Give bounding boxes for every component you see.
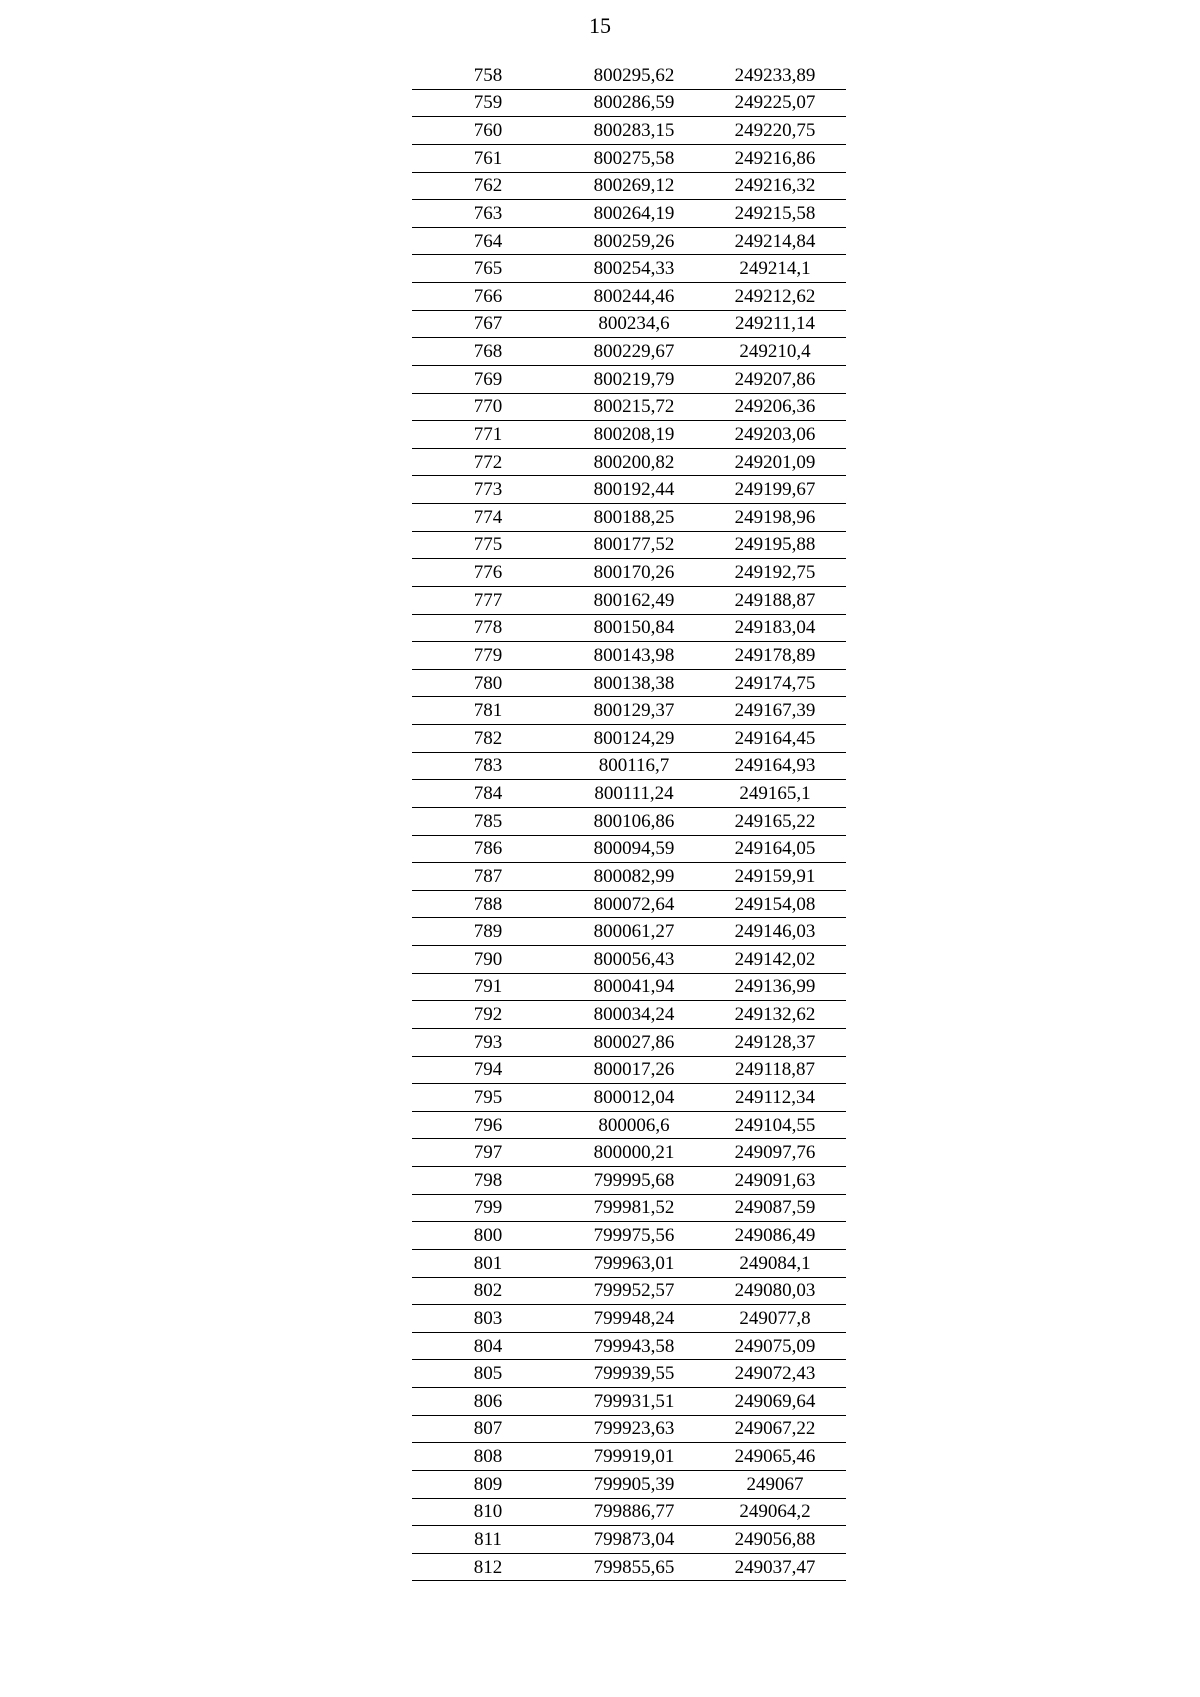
- x-coordinate-cell: 799995,68: [564, 1167, 704, 1195]
- table-row: [412, 1443, 846, 1471]
- point-number-cell: 765: [412, 255, 564, 283]
- point-number-cell: 789: [412, 918, 564, 946]
- table-row: [412, 1111, 846, 1139]
- point-number-cell: 762: [412, 172, 564, 200]
- coordinates-table: [412, 62, 846, 1581]
- y-coordinate-cell: 249146,03: [704, 918, 846, 946]
- x-coordinate-cell: 799981,52: [564, 1194, 704, 1222]
- point-number-cell: 797: [412, 1139, 564, 1167]
- point-number-cell: 802: [412, 1277, 564, 1305]
- table-row: [412, 1553, 846, 1581]
- x-coordinate-cell: 800269,12: [564, 172, 704, 200]
- x-coordinate-cell: 800177,52: [564, 531, 704, 559]
- table-row: [412, 365, 846, 393]
- point-number-cell: 773: [412, 476, 564, 504]
- y-coordinate-cell: 249159,91: [704, 863, 846, 891]
- y-coordinate-cell: 249206,36: [704, 393, 846, 421]
- y-coordinate-cell: 249064,2: [704, 1498, 846, 1526]
- table-row: [412, 1470, 846, 1498]
- table-row: [412, 697, 846, 725]
- table-row: [412, 780, 846, 808]
- table-row: [412, 1526, 846, 1554]
- table-row: [412, 62, 846, 89]
- point-number-cell: 769: [412, 365, 564, 393]
- x-coordinate-cell: 799873,04: [564, 1526, 704, 1554]
- table-row: [412, 973, 846, 1001]
- table-row: [412, 1194, 846, 1222]
- point-number-cell: 760: [412, 117, 564, 145]
- y-coordinate-cell: 249214,84: [704, 227, 846, 255]
- table-row: [412, 559, 846, 587]
- x-coordinate-cell: 800072,64: [564, 890, 704, 918]
- x-coordinate-cell: 800259,26: [564, 227, 704, 255]
- point-number-cell: 767: [412, 310, 564, 338]
- point-number-cell: 759: [412, 89, 564, 117]
- x-coordinate-cell: 799919,01: [564, 1443, 704, 1471]
- x-coordinate-cell: 800000,21: [564, 1139, 704, 1167]
- x-coordinate-cell: 800234,6: [564, 310, 704, 338]
- x-coordinate-cell: 800215,72: [564, 393, 704, 421]
- x-coordinate-cell: 799886,77: [564, 1498, 704, 1526]
- x-coordinate-cell: 800192,44: [564, 476, 704, 504]
- table-row: [412, 255, 846, 283]
- y-coordinate-cell: 249056,88: [704, 1526, 846, 1554]
- table-row: [412, 1305, 846, 1333]
- point-number-cell: 796: [412, 1111, 564, 1139]
- y-coordinate-cell: 249167,39: [704, 697, 846, 725]
- table-row: [412, 890, 846, 918]
- table-row: [412, 117, 846, 145]
- x-coordinate-cell: 800219,79: [564, 365, 704, 393]
- point-number-cell: 780: [412, 669, 564, 697]
- x-coordinate-cell: 799952,57: [564, 1277, 704, 1305]
- y-coordinate-cell: 249174,75: [704, 669, 846, 697]
- x-coordinate-cell: 800150,84: [564, 614, 704, 642]
- table-row: [412, 172, 846, 200]
- point-number-cell: 778: [412, 614, 564, 642]
- y-coordinate-cell: 249195,88: [704, 531, 846, 559]
- y-coordinate-cell: 249216,32: [704, 172, 846, 200]
- y-coordinate-cell: 249104,55: [704, 1111, 846, 1139]
- table-row: [412, 1084, 846, 1112]
- table-row: [412, 1360, 846, 1388]
- y-coordinate-cell: 249037,47: [704, 1553, 846, 1581]
- y-coordinate-cell: 249067,22: [704, 1415, 846, 1443]
- y-coordinate-cell: 249084,1: [704, 1249, 846, 1277]
- x-coordinate-cell: 800254,33: [564, 255, 704, 283]
- x-coordinate-cell: 800264,19: [564, 200, 704, 228]
- x-coordinate-cell: 800027,86: [564, 1028, 704, 1056]
- x-coordinate-cell: 800017,26: [564, 1056, 704, 1084]
- y-coordinate-cell: 249132,62: [704, 1001, 846, 1029]
- y-coordinate-cell: 249072,43: [704, 1360, 846, 1388]
- point-number-cell: 807: [412, 1415, 564, 1443]
- y-coordinate-cell: 249178,89: [704, 642, 846, 670]
- x-coordinate-cell: 800143,98: [564, 642, 704, 670]
- table-row: [412, 1167, 846, 1195]
- point-number-cell: 781: [412, 697, 564, 725]
- x-coordinate-cell: 800082,99: [564, 863, 704, 891]
- y-coordinate-cell: 249216,86: [704, 144, 846, 172]
- y-coordinate-cell: 249203,06: [704, 421, 846, 449]
- y-coordinate-cell: 249164,93: [704, 752, 846, 780]
- x-coordinate-cell: 800170,26: [564, 559, 704, 587]
- point-number-cell: 787: [412, 863, 564, 891]
- x-coordinate-cell: 800111,24: [564, 780, 704, 808]
- x-coordinate-cell: 800208,19: [564, 421, 704, 449]
- table-row: [412, 1415, 846, 1443]
- table-row: [412, 421, 846, 449]
- y-coordinate-cell: 249164,05: [704, 835, 846, 863]
- y-coordinate-cell: 249233,89: [704, 62, 846, 89]
- x-coordinate-cell: 799943,58: [564, 1332, 704, 1360]
- point-number-cell: 774: [412, 504, 564, 532]
- y-coordinate-cell: 249164,45: [704, 725, 846, 753]
- x-coordinate-cell: 800094,59: [564, 835, 704, 863]
- point-number-cell: 799: [412, 1194, 564, 1222]
- x-coordinate-cell: 799948,24: [564, 1305, 704, 1333]
- point-number-cell: 795: [412, 1084, 564, 1112]
- x-coordinate-cell: 800006,6: [564, 1111, 704, 1139]
- y-coordinate-cell: 249183,04: [704, 614, 846, 642]
- table-row: [412, 448, 846, 476]
- point-number-cell: 794: [412, 1056, 564, 1084]
- y-coordinate-cell: 249212,62: [704, 283, 846, 311]
- point-number-cell: 793: [412, 1028, 564, 1056]
- table-row: [412, 1388, 846, 1416]
- y-coordinate-cell: 249188,87: [704, 586, 846, 614]
- point-number-cell: 812: [412, 1553, 564, 1581]
- point-number-cell: 785: [412, 807, 564, 835]
- table-row: [412, 476, 846, 504]
- x-coordinate-cell: 800295,62: [564, 62, 704, 89]
- point-number-cell: 764: [412, 227, 564, 255]
- y-coordinate-cell: 249142,02: [704, 946, 846, 974]
- point-number-cell: 809: [412, 1470, 564, 1498]
- table-row: [412, 283, 846, 311]
- x-coordinate-cell: 799975,56: [564, 1222, 704, 1250]
- x-coordinate-cell: 800244,46: [564, 283, 704, 311]
- point-number-cell: 803: [412, 1305, 564, 1333]
- y-coordinate-cell: 249201,09: [704, 448, 846, 476]
- table-row: [412, 752, 846, 780]
- x-coordinate-cell: 800162,49: [564, 586, 704, 614]
- x-coordinate-cell: 800061,27: [564, 918, 704, 946]
- table-row: [412, 863, 846, 891]
- point-number-cell: 783: [412, 752, 564, 780]
- y-coordinate-cell: 249069,64: [704, 1388, 846, 1416]
- table-row: [412, 1028, 846, 1056]
- x-coordinate-cell: 800124,29: [564, 725, 704, 753]
- point-number-cell: 768: [412, 338, 564, 366]
- x-coordinate-cell: 800056,43: [564, 946, 704, 974]
- table-row: [412, 531, 846, 559]
- point-number-cell: 763: [412, 200, 564, 228]
- point-number-cell: 806: [412, 1388, 564, 1416]
- point-number-cell: 777: [412, 586, 564, 614]
- table-row: [412, 200, 846, 228]
- x-coordinate-cell: 800041,94: [564, 973, 704, 1001]
- table-row: [412, 338, 846, 366]
- point-number-cell: 786: [412, 835, 564, 863]
- x-coordinate-cell: 800283,15: [564, 117, 704, 145]
- point-number-cell: 791: [412, 973, 564, 1001]
- point-number-cell: 776: [412, 559, 564, 587]
- table-row: [412, 918, 846, 946]
- point-number-cell: 800: [412, 1222, 564, 1250]
- y-coordinate-cell: 249075,09: [704, 1332, 846, 1360]
- table-row: [412, 1222, 846, 1250]
- x-coordinate-cell: 799905,39: [564, 1470, 704, 1498]
- table-row: [412, 1139, 846, 1167]
- table-row: [412, 1056, 846, 1084]
- table-row: [412, 393, 846, 421]
- point-number-cell: 804: [412, 1332, 564, 1360]
- x-coordinate-cell: 800275,58: [564, 144, 704, 172]
- coordinates-table-body: [412, 62, 846, 1581]
- x-coordinate-cell: 799855,65: [564, 1553, 704, 1581]
- y-coordinate-cell: 249112,34: [704, 1084, 846, 1112]
- x-coordinate-cell: 800034,24: [564, 1001, 704, 1029]
- x-coordinate-cell: 800200,82: [564, 448, 704, 476]
- y-coordinate-cell: 249210,4: [704, 338, 846, 366]
- y-coordinate-cell: 249080,03: [704, 1277, 846, 1305]
- point-number-cell: 761: [412, 144, 564, 172]
- x-coordinate-cell: 800012,04: [564, 1084, 704, 1112]
- point-number-cell: 782: [412, 725, 564, 753]
- point-number-cell: 808: [412, 1443, 564, 1471]
- y-coordinate-cell: 249091,63: [704, 1167, 846, 1195]
- table-row: [412, 1277, 846, 1305]
- table-row: [412, 310, 846, 338]
- x-coordinate-cell: 800106,86: [564, 807, 704, 835]
- point-number-cell: 775: [412, 531, 564, 559]
- x-coordinate-cell: 800116,7: [564, 752, 704, 780]
- x-coordinate-cell: 800129,37: [564, 697, 704, 725]
- y-coordinate-cell: 249199,67: [704, 476, 846, 504]
- point-number-cell: 788: [412, 890, 564, 918]
- y-coordinate-cell: 249118,87: [704, 1056, 846, 1084]
- table-row: [412, 835, 846, 863]
- point-number-cell: 801: [412, 1249, 564, 1277]
- table-row: [412, 946, 846, 974]
- table-row: [412, 1332, 846, 1360]
- point-number-cell: 798: [412, 1167, 564, 1195]
- x-coordinate-cell: 799931,51: [564, 1388, 704, 1416]
- y-coordinate-cell: 249198,96: [704, 504, 846, 532]
- table-row: [412, 1001, 846, 1029]
- x-coordinate-cell: 799963,01: [564, 1249, 704, 1277]
- y-coordinate-cell: 249065,46: [704, 1443, 846, 1471]
- y-coordinate-cell: 249192,75: [704, 559, 846, 587]
- table-row: [412, 504, 846, 532]
- y-coordinate-cell: 249097,76: [704, 1139, 846, 1167]
- point-number-cell: 811: [412, 1526, 564, 1554]
- x-coordinate-cell: 799939,55: [564, 1360, 704, 1388]
- point-number-cell: 766: [412, 283, 564, 311]
- point-number-cell: 810: [412, 1498, 564, 1526]
- point-number-cell: 805: [412, 1360, 564, 1388]
- x-coordinate-cell: 800229,67: [564, 338, 704, 366]
- point-number-cell: 770: [412, 393, 564, 421]
- y-coordinate-cell: 249165,1: [704, 780, 846, 808]
- table-row: [412, 89, 846, 117]
- y-coordinate-cell: 249087,59: [704, 1194, 846, 1222]
- page-number: 15: [589, 13, 611, 38]
- table-row: [412, 144, 846, 172]
- point-number-cell: 758: [412, 62, 564, 89]
- table-row: [412, 586, 846, 614]
- y-coordinate-cell: 249225,07: [704, 89, 846, 117]
- y-coordinate-cell: 249086,49: [704, 1222, 846, 1250]
- point-number-cell: 784: [412, 780, 564, 808]
- y-coordinate-cell: 249067: [704, 1470, 846, 1498]
- table-row: [412, 642, 846, 670]
- point-number-cell: 779: [412, 642, 564, 670]
- table-row: [412, 807, 846, 835]
- table-row: [412, 725, 846, 753]
- point-number-cell: 772: [412, 448, 564, 476]
- y-coordinate-cell: 249136,99: [704, 973, 846, 1001]
- y-coordinate-cell: 249154,08: [704, 890, 846, 918]
- y-coordinate-cell: 249128,37: [704, 1028, 846, 1056]
- y-coordinate-cell: 249211,14: [704, 310, 846, 338]
- x-coordinate-cell: 800138,38: [564, 669, 704, 697]
- point-number-cell: 790: [412, 946, 564, 974]
- y-coordinate-cell: 249207,86: [704, 365, 846, 393]
- x-coordinate-cell: 800188,25: [564, 504, 704, 532]
- x-coordinate-cell: 799923,63: [564, 1415, 704, 1443]
- table-row: [412, 1498, 846, 1526]
- y-coordinate-cell: 249214,1: [704, 255, 846, 283]
- point-number-cell: 771: [412, 421, 564, 449]
- table-row: [412, 614, 846, 642]
- y-coordinate-cell: 249215,58: [704, 200, 846, 228]
- table-row: [412, 1249, 846, 1277]
- table-row: [412, 669, 846, 697]
- point-number-cell: 792: [412, 1001, 564, 1029]
- y-coordinate-cell: 249165,22: [704, 807, 846, 835]
- y-coordinate-cell: 249077,8: [704, 1305, 846, 1333]
- x-coordinate-cell: 800286,59: [564, 89, 704, 117]
- y-coordinate-cell: 249220,75: [704, 117, 846, 145]
- table-row: [412, 227, 846, 255]
